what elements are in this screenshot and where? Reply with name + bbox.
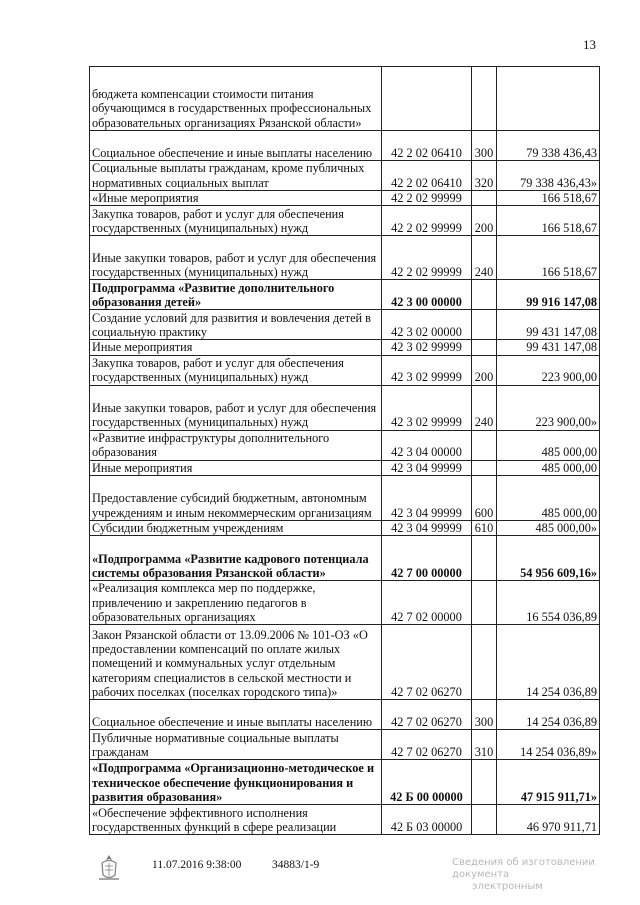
row-code: [382, 67, 472, 131]
row-expense-type: 610: [472, 520, 497, 535]
row-expense-type: 300: [472, 131, 497, 161]
table-row: [90, 206, 600, 236]
row-name: Закон Рязанской области от 13.09.2006 № 101-ОЗ «О предоставлении компенсаций по оплате жилых помещений и коммунальных услуг отдельным категориям специалистов в сельской местности и рабочих поселках (поселках городского типа)»: [90, 625, 382, 700]
row-code: 42 7 02 06270: [382, 625, 472, 700]
row-code: 42 7 00 00000: [382, 536, 472, 581]
row-code: 42 3 02 99999: [382, 340, 472, 355]
table-row: [90, 131, 600, 161]
row-amount: 223 900,00: [497, 355, 600, 385]
row-expense-type: [472, 460, 497, 475]
table-row: [90, 385, 600, 430]
row-amount: 223 900,00»: [497, 385, 600, 430]
row-code: 42 3 04 00000: [382, 430, 472, 460]
row-name: «Реализация комплекса мер по поддержке, привлечению и закреплению педагогов в образовательных организациях: [90, 581, 382, 625]
row-expense-type: 600: [472, 475, 497, 520]
row-amount: 99 431 147,08: [497, 310, 600, 340]
row-expense-type: [472, 536, 497, 581]
row-code: 42 3 00 00000: [382, 280, 472, 310]
watermark-line-2: электронным: [472, 881, 543, 892]
watermark-line-1: Сведения об изготовлении документа: [452, 857, 595, 880]
row-expense-type: [472, 760, 497, 805]
row-code: 42 Б 00 00000: [382, 760, 472, 805]
page-number: 13: [583, 37, 596, 52]
row-code: 42 2 02 99999: [382, 206, 472, 236]
row-expense-type: 320: [472, 161, 497, 191]
row-amount: 166 518,67: [497, 191, 600, 206]
row-name: Социальные выплаты гражданам, кроме публичных нормативных социальных выплат: [90, 161, 382, 191]
footer-doc-number: 34883/1-9: [272, 859, 320, 871]
row-amount: 485 000,00: [497, 460, 600, 475]
row-amount: 46 970 911,71: [497, 805, 600, 835]
emblem-icon: [96, 853, 122, 883]
table-row: [90, 430, 600, 460]
row-expense-type: 240: [472, 385, 497, 430]
electronic-doc-watermark: [452, 857, 640, 893]
row-expense-type: 300: [472, 700, 497, 730]
row-name: «Подпрограмма «Организационно-методическое и техническое обеспечение функционирования и развития образования»: [90, 760, 382, 805]
row-expense-type: [472, 340, 497, 355]
row-expense-type: 240: [472, 236, 497, 280]
row-expense-type: [472, 67, 497, 131]
row-code: 42 2 02 99999: [382, 236, 472, 280]
row-code: 42 3 04 99999: [382, 520, 472, 535]
row-name: «Обеспечение эффективного исполнения государственных функций в сфере реализации: [90, 805, 382, 835]
row-expense-type: 200: [472, 355, 497, 385]
row-amount: 47 915 911,71»: [497, 760, 600, 805]
table-row: [90, 536, 600, 581]
table-row: [90, 460, 600, 475]
table-row: [90, 280, 600, 310]
row-name: Иные закупки товаров, работ и услуг для обеспечения государственных (муниципальных) нужд: [90, 236, 382, 280]
row-amount: 485 000,00»: [497, 520, 600, 535]
row-expense-type: 200: [472, 206, 497, 236]
table-row: [90, 520, 600, 535]
row-code: 42 3 04 99999: [382, 460, 472, 475]
row-amount: 79 338 436,43: [497, 131, 600, 161]
row-code: 42 3 02 99999: [382, 385, 472, 430]
row-code: 42 2 02 06410: [382, 131, 472, 161]
row-name: Закупка товаров, работ и услуг для обеспечения государственных (муниципальных) нужд: [90, 355, 382, 385]
row-expense-type: [472, 625, 497, 700]
row-name: Предоставление субсидий бюджетным, автономным учреждениям и иным некоммерческим организациям: [90, 475, 382, 520]
row-expense-type: [472, 191, 497, 206]
row-amount: 16 554 036,89: [497, 581, 600, 625]
row-code: 42 2 02 06410: [382, 161, 472, 191]
row-code: 42 2 02 99999: [382, 191, 472, 206]
row-expense-type: [472, 310, 497, 340]
row-expense-type: [472, 581, 497, 625]
row-name: Иные мероприятия: [90, 340, 382, 355]
row-amount: 14 254 036,89»: [497, 730, 600, 760]
row-amount: [497, 67, 600, 131]
table-row: [90, 236, 600, 280]
row-name: Субсидии бюджетным учреждениям: [90, 520, 382, 535]
table-row: [90, 700, 600, 730]
row-amount: 99 431 147,08: [497, 340, 600, 355]
row-name: Социальное обеспечение и иные выплаты населению: [90, 131, 382, 161]
table-row: [90, 355, 600, 385]
row-code: 42 7 02 06270: [382, 700, 472, 730]
row-name: Иные мероприятия: [90, 460, 382, 475]
table-row: [90, 475, 600, 520]
table-row: [90, 340, 600, 355]
row-code: 42 3 02 00000: [382, 310, 472, 340]
row-amount: 485 000,00: [497, 430, 600, 460]
table-row: [90, 581, 600, 625]
table-row: [90, 191, 600, 206]
row-amount: 54 956 609,16»: [497, 536, 600, 581]
table-row: [90, 625, 600, 700]
row-expense-type: 310: [472, 730, 497, 760]
row-amount: 166 518,67: [497, 236, 600, 280]
row-amount: 14 254 036,89: [497, 700, 600, 730]
table-row: [90, 760, 600, 805]
table-row: [90, 310, 600, 340]
row-name: «Иные мероприятия: [90, 191, 382, 206]
table-row: [90, 161, 600, 191]
row-code: 42 3 02 99999: [382, 355, 472, 385]
footer-date: 11.07.2016 9:38:00: [152, 859, 242, 871]
budget-table: [89, 66, 600, 835]
row-name: «Развитие инфраструктуры дополнительного образования: [90, 430, 382, 460]
table-row: [90, 730, 600, 760]
row-name: Социальное обеспечение и иные выплаты населению: [90, 700, 382, 730]
row-expense-type: [472, 430, 497, 460]
row-name: «Подпрограмма «Развитие кадрового потенциала системы образования Рязанской области»: [90, 536, 382, 581]
row-code: 42 7 02 06270: [382, 730, 472, 760]
page-footer: [0, 857, 640, 897]
row-amount: 79 338 436,43»: [497, 161, 600, 191]
row-amount: 485 000,00: [497, 475, 600, 520]
table-row: [90, 805, 600, 835]
row-code: 42 Б 03 00000: [382, 805, 472, 835]
row-amount: 166 518,67: [497, 206, 600, 236]
row-amount: 99 916 147,08: [497, 280, 600, 310]
row-name: бюджета компенсации стоимости питания обучающимся в государственных профессиональных образовательных организациях Рязанской области»: [90, 67, 382, 131]
row-code: 42 7 02 00000: [382, 581, 472, 625]
row-name: Создание условий для развития и вовлечения детей в социальную практику: [90, 310, 382, 340]
row-name: Публичные нормативные социальные выплаты гражданам: [90, 730, 382, 760]
row-name: Закупка товаров, работ и услуг для обеспечения государственных (муниципальных) нужд: [90, 206, 382, 236]
budget-table-body: [90, 67, 600, 835]
row-expense-type: [472, 280, 497, 310]
table-row: [90, 67, 600, 131]
row-name: Иные закупки товаров, работ и услуг для обеспечения государственных (муниципальных) нужд: [90, 385, 382, 430]
row-expense-type: [472, 805, 497, 835]
row-amount: 14 254 036,89: [497, 625, 600, 700]
row-code: 42 3 04 99999: [382, 475, 472, 520]
row-name: Подпрограмма «Развитие дополнительного образования детей»: [90, 280, 382, 310]
